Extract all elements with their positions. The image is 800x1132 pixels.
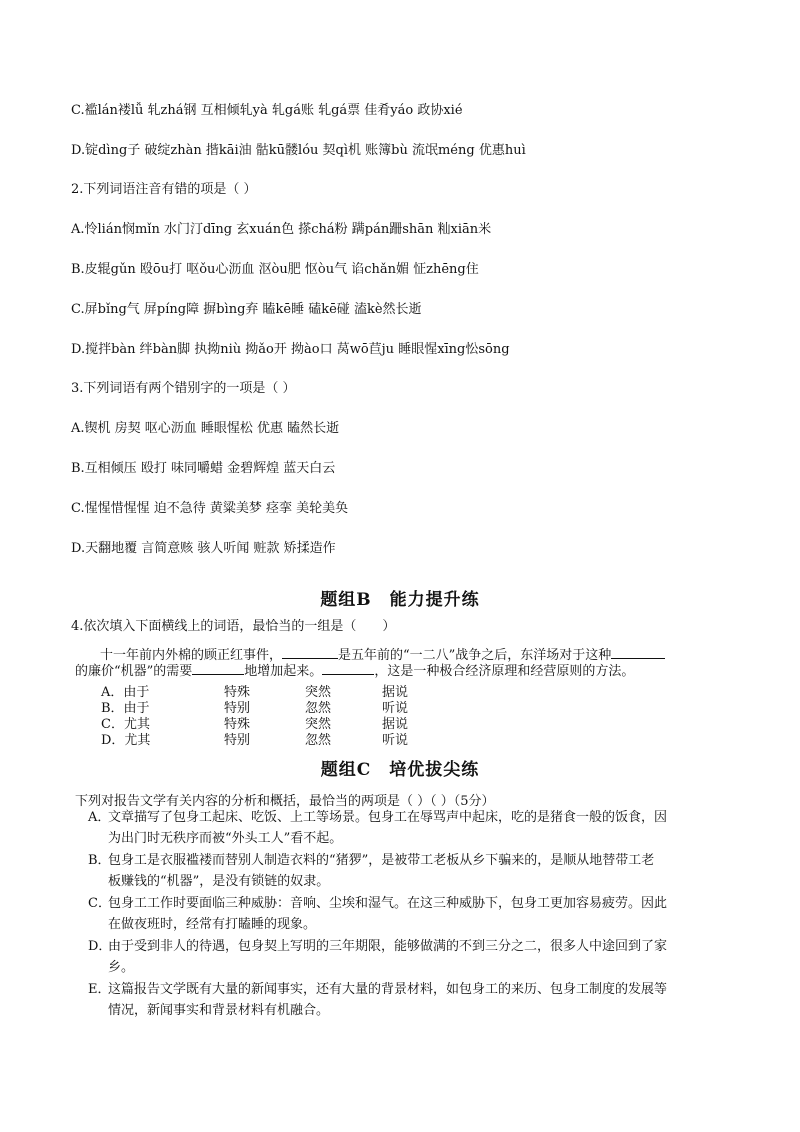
q4-option-c-word3: 突然 bbox=[305, 717, 332, 732]
q5-option-d-line-1: 由于受到非人的待遇，包身契上写明的三年期限，能够做满的不到三分之二，很多人中途回到了家 bbox=[108, 939, 668, 954]
q3-option-b: B.互相倾压 殴打 味同嚼蜡 金碧辉煌 蓝天白云 bbox=[71, 461, 336, 476]
group-b-heading: 题组B 能力提升练 bbox=[320, 590, 480, 610]
q3-option-a: A.锲机 房契 呕心沥血 睡眼惺松 优惠 瞌然长逝 bbox=[71, 421, 340, 436]
q4-option-c-label: C．尤其 bbox=[101, 717, 150, 732]
q2-option-c: C.屏bǐng气 屏píng障 摒bìng弃 瞌kē睡 磕kē碰 溘kè然长逝 bbox=[71, 302, 422, 317]
q5-option-e bbox=[88, 979, 728, 1021]
q5-option-b-label: B． bbox=[88, 853, 111, 868]
q4-passage-part-2a: 的廉价“机器”的需要 bbox=[75, 664, 193, 679]
q5-option-a-label: A． bbox=[88, 810, 111, 825]
q5-option-b bbox=[88, 850, 728, 892]
q4-option-c-word4: 据说 bbox=[382, 717, 409, 732]
q4-option-a-word4: 据说 bbox=[382, 685, 409, 700]
q4-passage-part-2b: 地增加起来。 bbox=[244, 664, 323, 679]
q4-blank-4[interactable] bbox=[322, 674, 374, 675]
q4-option-b-word2: 特别 bbox=[224, 701, 251, 716]
q4-option-d-word2: 特别 bbox=[224, 733, 251, 748]
q4-blank-3[interactable] bbox=[192, 674, 244, 675]
q3-stem: 3.下列词语有两个错别字的一项是（ ） bbox=[71, 381, 296, 396]
q5-option-b-line-2: 板赚钱的“机器”，是没有锁链的奴隶。 bbox=[108, 874, 330, 889]
q5-option-a-line-2: 为出门时无秩序而被“外头工人”看不起。 bbox=[108, 831, 343, 846]
q5-option-a-line-1: 文章描写了包身工起床、吃饭、上工等场景。包身工在辱骂声中起床，吃的是猪食一般的饭食，因 bbox=[108, 810, 668, 825]
q5-option-c-line-2: 在做夜班时，经常有打瞌睡的现象。 bbox=[108, 917, 317, 932]
q5-option-e-line-1: 这篇报告文学既有大量的新闻事实，还有大量的背景材料，如包身工的来历、包身工制度的发展等 bbox=[108, 982, 668, 997]
q5-option-d bbox=[88, 936, 728, 978]
q4-passage-part-1a: 十一年前内外棉的顾正红事件， bbox=[100, 648, 283, 663]
q4-blank-2[interactable] bbox=[611, 658, 665, 659]
q4-passage-line-2 bbox=[75, 664, 634, 679]
q5-option-e-label: E． bbox=[88, 982, 111, 997]
q1-option-d: D.锭dìng子 破绽zhàn 揩kāi油 骷kū髅lóu 契qì机 账簿bù 流氓méng 优惠huì bbox=[71, 143, 526, 158]
q2-option-b: B.皮辊gǔn 殴ōu打 呕ǒu心沥血 沤òu肥 怄òu气 谄chǎn媚 怔zhēng住 bbox=[71, 262, 479, 277]
q5-option-d-label: D． bbox=[88, 939, 112, 954]
q2-option-d: D.搅拌bàn 绊bàn脚 执拗niù 拗ǎo开 拗ào口 莴wō苣ju 睡眼惺xīng忪sōng bbox=[71, 342, 510, 357]
q4-option-d-word3: 忽然 bbox=[305, 733, 332, 748]
q5-option-c-label: C． bbox=[88, 896, 111, 911]
q5-option-a bbox=[88, 807, 728, 849]
q4-passage-part-2c: ，这是一种极合经济原理和经营原则的方法。 bbox=[374, 664, 635, 679]
q2-option-a: A.怜lián悯mǐn 水门汀dīng 玄xuán色 搽chá粉 蹒pán跚shān 籼xiān米 bbox=[71, 222, 492, 237]
q5-option-c bbox=[88, 893, 728, 935]
q4-option-c-word2: 特殊 bbox=[224, 717, 251, 732]
q4-option-a-word3: 突然 bbox=[305, 685, 332, 700]
q4-stem: 4.依次填入下面横线上的词语，最恰当的一组是（ ） bbox=[71, 619, 396, 634]
q1-option-c: C.褴lán褛lǚ 轧zhá钢 互相倾轧yà 轧gá账 轧gá票 佳肴yáo 政协xié bbox=[71, 103, 463, 118]
q4-option-a-label: A．由于 bbox=[101, 685, 150, 700]
q5-option-b-line-1: 包身工是衣服褴褛而替别人制造衣料的“猪猡”，是被带工老板从乡下骗来的，是顺从地替带工老 bbox=[108, 853, 655, 868]
q3-option-c: C.惺惺惜惺惺 迫不急待 黄粱美梦 痉挛 美轮美奂 bbox=[71, 501, 349, 516]
q4-option-d-label: D．尤其 bbox=[101, 733, 151, 748]
q5-option-d-line-2: 乡。 bbox=[108, 960, 135, 975]
q4-option-b-word4: 听说 bbox=[382, 701, 409, 716]
q3-option-d: D.天翻地覆 言简意赅 骇人听闻 赃款 矫揉造作 bbox=[71, 541, 336, 556]
q2-stem: 2.下列词语注音有错的项是（ ） bbox=[71, 182, 257, 197]
q5-stem: 下列对报告文学有关内容的分析和概括，最恰当的两项是（ ）（ ）（5分） bbox=[75, 794, 495, 809]
q4-passage-part-1b: 是五年前的“一二八”战争之后，东洋场对于这种 bbox=[338, 648, 612, 663]
q4-option-b-label: B．由于 bbox=[101, 701, 150, 716]
q4-option-b-word3: 忽然 bbox=[305, 701, 332, 716]
q4-option-d-word4: 听说 bbox=[382, 733, 409, 748]
q5-option-c-line-1: 包身工工作时要面临三种威胁：音响、尘埃和湿气。在这三种威胁下，包身工更加容易疲劳。因此 bbox=[108, 896, 668, 911]
q5-option-e-line-2: 情况，新闻事实和背景材料有机融合。 bbox=[108, 1003, 330, 1018]
q4-option-a-word2: 特殊 bbox=[224, 685, 251, 700]
q4-blank-1[interactable] bbox=[282, 658, 338, 659]
group-c-heading: 题组C 培优拔尖练 bbox=[320, 760, 480, 780]
q4-passage-line-1 bbox=[100, 648, 665, 663]
